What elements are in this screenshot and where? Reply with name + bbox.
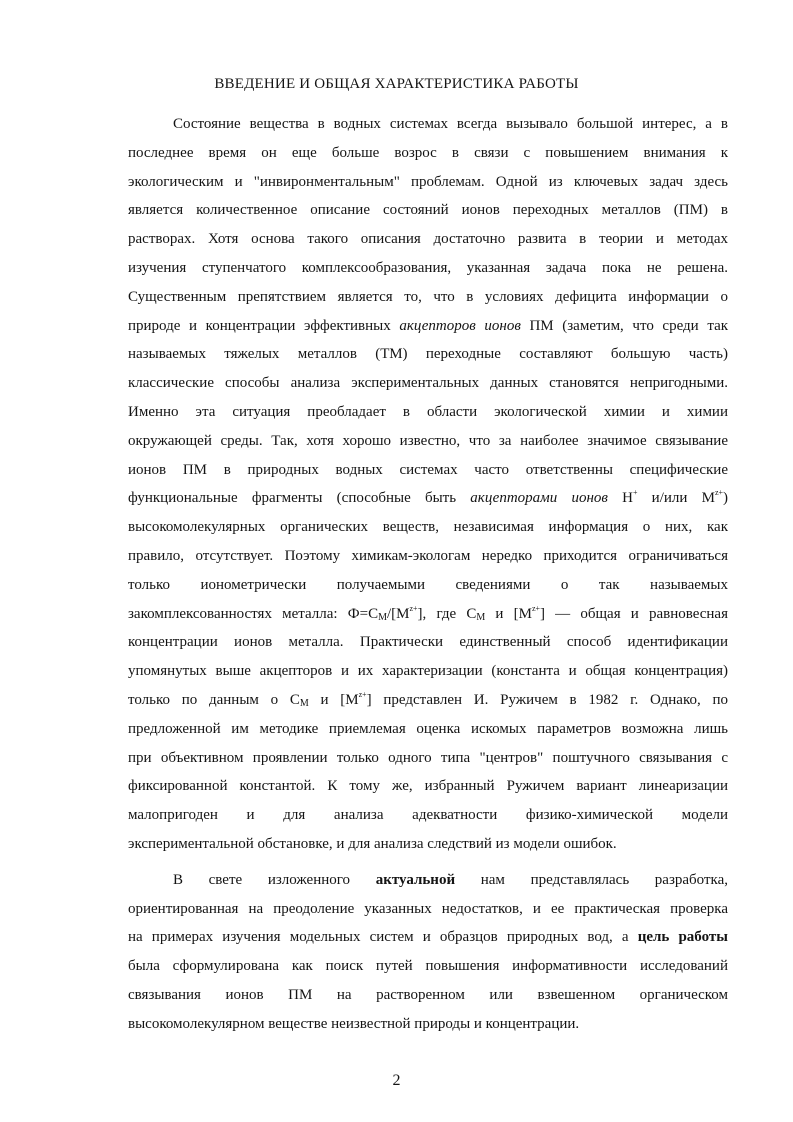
text-line [128,484,728,513]
text-line: только ионометрически получаемыми сведениями о так называемых [128,576,728,593]
superscript: z+ [531,603,541,613]
text-fragment: ] представлен И. Ружичем в 1982 г. Однако, по [366,691,728,708]
text-line [128,866,728,895]
subscript: M [378,611,387,623]
text-line: ионов ПМ в природных водных системах часто ответственны специфические [128,461,728,478]
text-line: предложенной им методике приемлемая оценка искомых параметров возможна лишь [128,720,728,737]
text-fragment: только по данным о C [128,691,300,708]
superscript: z+ [358,689,367,699]
italic-term: акцепторами ионов [470,490,608,507]
paragraph-1 [128,110,728,859]
text-fragment: ] — общая и равновесная [540,605,728,622]
subscript: M [299,697,309,709]
text-line: связывания ионов ПМ на растворенном или взвешенном органическом [128,986,728,1003]
text-line: окружающей среды. Так, хотя хорошо известно, что за наиболее значимое связывание [128,432,728,449]
text-fragment: природе и концентрации эффективных [128,317,391,334]
text-line: упомянутых выше акцепторов и их характеризации (константа и общая концентрация) [128,663,728,680]
text-line: изучения ступенчатого комплексообразования, указанная задача пока не решена. [128,259,728,276]
text-fragment: нам представлялась разработка, [480,871,729,888]
text-line: Существенным препятствием является то, что в условиях дефицита информации о [128,288,728,305]
paragraph-gap [128,859,728,866]
text-line: Состояние вещества в водных системах всегда вызывало большой интерес, а в [173,116,728,132]
text-line: экологическим и "инвиронментальным" проблемам. Одной из ключевых задач здесь [128,173,728,190]
text-fragment: В свете изложенного [173,871,351,888]
text-fragment: и/или M [651,490,715,507]
page-number: 2 [392,1072,401,1089]
text-line: концентрации ионов металла. Практически единственный способ идентификации [128,634,728,651]
body-text [128,110,728,1039]
text-line: называемых тяжелых металлов (ТМ) переходные составляют большую часть) [128,346,728,363]
text-fragment: /[M [386,605,410,622]
text-line: малопригоден и для анализа адекватности физико-химической модели [128,807,728,824]
text-line: была сформулирована как поиск путей повышения информативности исследований [128,958,728,975]
text-line: экспериментальной обстановке, и для анализа следствий из модели ошибок. [128,835,617,852]
text-fragment: H [622,490,633,507]
bold-term: актуальной [375,871,456,888]
text-line [128,923,728,952]
text-line: фиксированной константой. К тому же, избранный Ружичем вариант линеаризации [128,778,728,795]
text-line: растворах. Хотя основа такого описания достаточно развита в теории и методах [128,231,728,248]
text-line: классические способы анализа экспериментальных данных становятся непригодными. [128,375,728,392]
text-line: при объективном проявлении только одного типа "центров" поштучного связывания с [128,749,728,766]
text-fragment: и [M [495,605,532,622]
text-line: последнее время он еще больше возрос в связи с повышением внимания к [128,144,728,161]
text-fragment: ПМ (заметим, что среди так [529,317,729,334]
text-fragment: функциональные фрагменты (способные быть [128,490,457,507]
superscript: z+ [714,488,724,498]
text-line [128,312,728,341]
text-line: высокомолекулярных органических веществ, независимая информация о них, как [128,519,728,536]
text-line [128,600,728,629]
superscript: + [632,488,638,498]
text-line: Именно эта ситуация преобладает в области экологической химии и химии [128,403,728,420]
text-fragment: и [M [320,691,359,708]
italic-term: акцепторов ионов [399,317,521,334]
text-fragment: ) [723,490,729,507]
text-line [128,686,728,715]
paragraph-2 [128,866,728,1039]
page-title: ВВЕДЕНИЕ И ОБЩАЯ ХАРАКТЕРИСТИКА РАБОТЫ [214,76,579,92]
text-fragment: на примерах изучения модельных систем и образцов природных вод, а [128,929,629,946]
text-line: является количественное описание состояний ионов переходных металлов (ПМ) в [128,202,728,219]
text-line: правило, отсутствует. Поэтому химикам-экологам нередко приходится ограничиваться [128,547,728,564]
superscript: z+ [409,603,418,613]
text-fragment: закомплексованностях металла: Ф=C [128,605,379,622]
text-fragment: ], где C [417,605,477,622]
bold-term: цель работы [637,929,728,946]
text-line: ориентированная на преодоление указанных недостатков, и ее практическая проверка [128,900,728,917]
subscript: M [476,611,486,623]
text-line: высокомолекулярном веществе неизвестной природы и концентрации. [128,1015,580,1032]
